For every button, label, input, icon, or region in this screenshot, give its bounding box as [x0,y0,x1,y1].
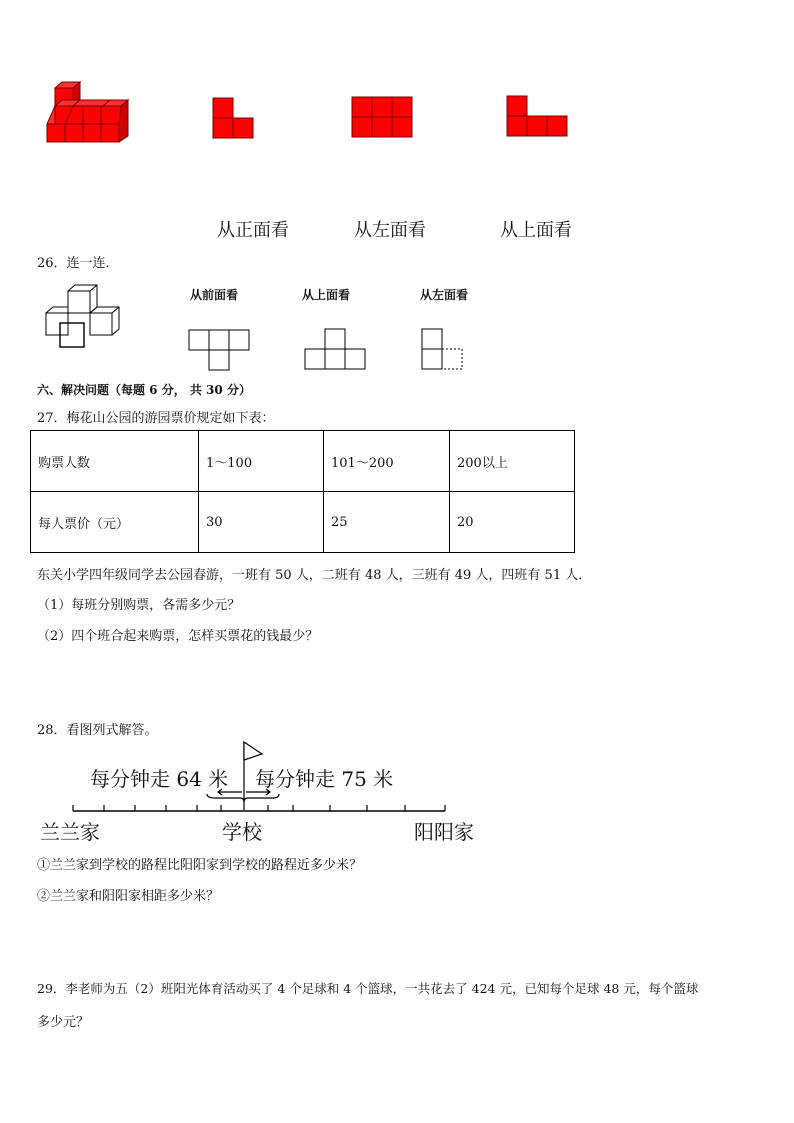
red-view-1 [213,98,253,138]
q28-sub2: ②兰兰家和阳阳家相距多少米？ [37,889,220,904]
red-view-3 [507,96,567,136]
q28-left-speed: 每分钟走 64 米 [90,767,229,791]
q26-title: 26．连一连． [37,256,119,271]
red-view-2 [352,97,412,137]
table-row [31,431,575,492]
q29-line2: 多少元？ [37,1015,90,1030]
q28-place-yangyang: 阳阳家 [414,820,474,844]
table-row [31,492,575,553]
view-label-left: 从左面看 [354,220,426,241]
table-cell: 30 [199,492,324,553]
q28-sub1: ①兰兰家到学校的路程比阳阳家到学校的路程近多少米？ [37,858,363,873]
table-cell: 25 [324,492,450,553]
q26-view-front [189,330,249,370]
q26-view-figures [180,320,480,375]
q27-sub1: （1）每班分别购票，各需多少元？ [37,598,241,613]
table-cell: 200以上 [450,431,575,492]
view-label-front: 从正面看 [217,220,289,241]
q27-title: 27．梅花山公园的游园票价规定如下表： [37,411,275,426]
q26-label-top: 从上面看 [302,288,351,302]
ticket-price-table [30,430,575,553]
table-cell: 购票人数 [31,431,199,492]
q27-sub2: （2）四个班合起来购票，怎样买票花的钱最少？ [37,629,319,644]
view-label-top: 从上面看 [500,220,572,241]
table-cell: 1～100 [199,431,324,492]
red-solid-figure [47,82,128,142]
table-cell: 每人票价（元） [31,492,199,553]
q26-label-left: 从左面看 [420,288,469,302]
q26-label-front: 从前面看 [190,288,239,302]
table-cell: 20 [450,492,575,553]
q28-place-school: 学校 [222,820,262,844]
q26-view-left [422,329,462,369]
q28-place-lanlan: 兰兰家 [40,820,100,844]
q26-view-top [305,329,365,369]
q29-line1: 29．李老师为五（2）班阳光体育活动买了 4 个足球和 4 个篮球，一共花去了 424 元，已知每个足球 48 元，每个篮球 [37,981,699,996]
cube-solid-outline [40,283,130,353]
section-6-heading: 六、解决问题（每题 6 分， 共 30 分） [37,383,251,397]
red-cube-figures [0,80,620,160]
q28-title: 28．看图列式解答。 [37,723,158,738]
q27-description: 东关小学四年级同学去公园春游，一班有 50 人，二班有 48 人，三班有 49 人，四班有 51 人． [37,568,592,583]
q28-right-speed: 每分钟走 75 米 [255,767,394,791]
table-cell: 101～200 [324,431,450,492]
